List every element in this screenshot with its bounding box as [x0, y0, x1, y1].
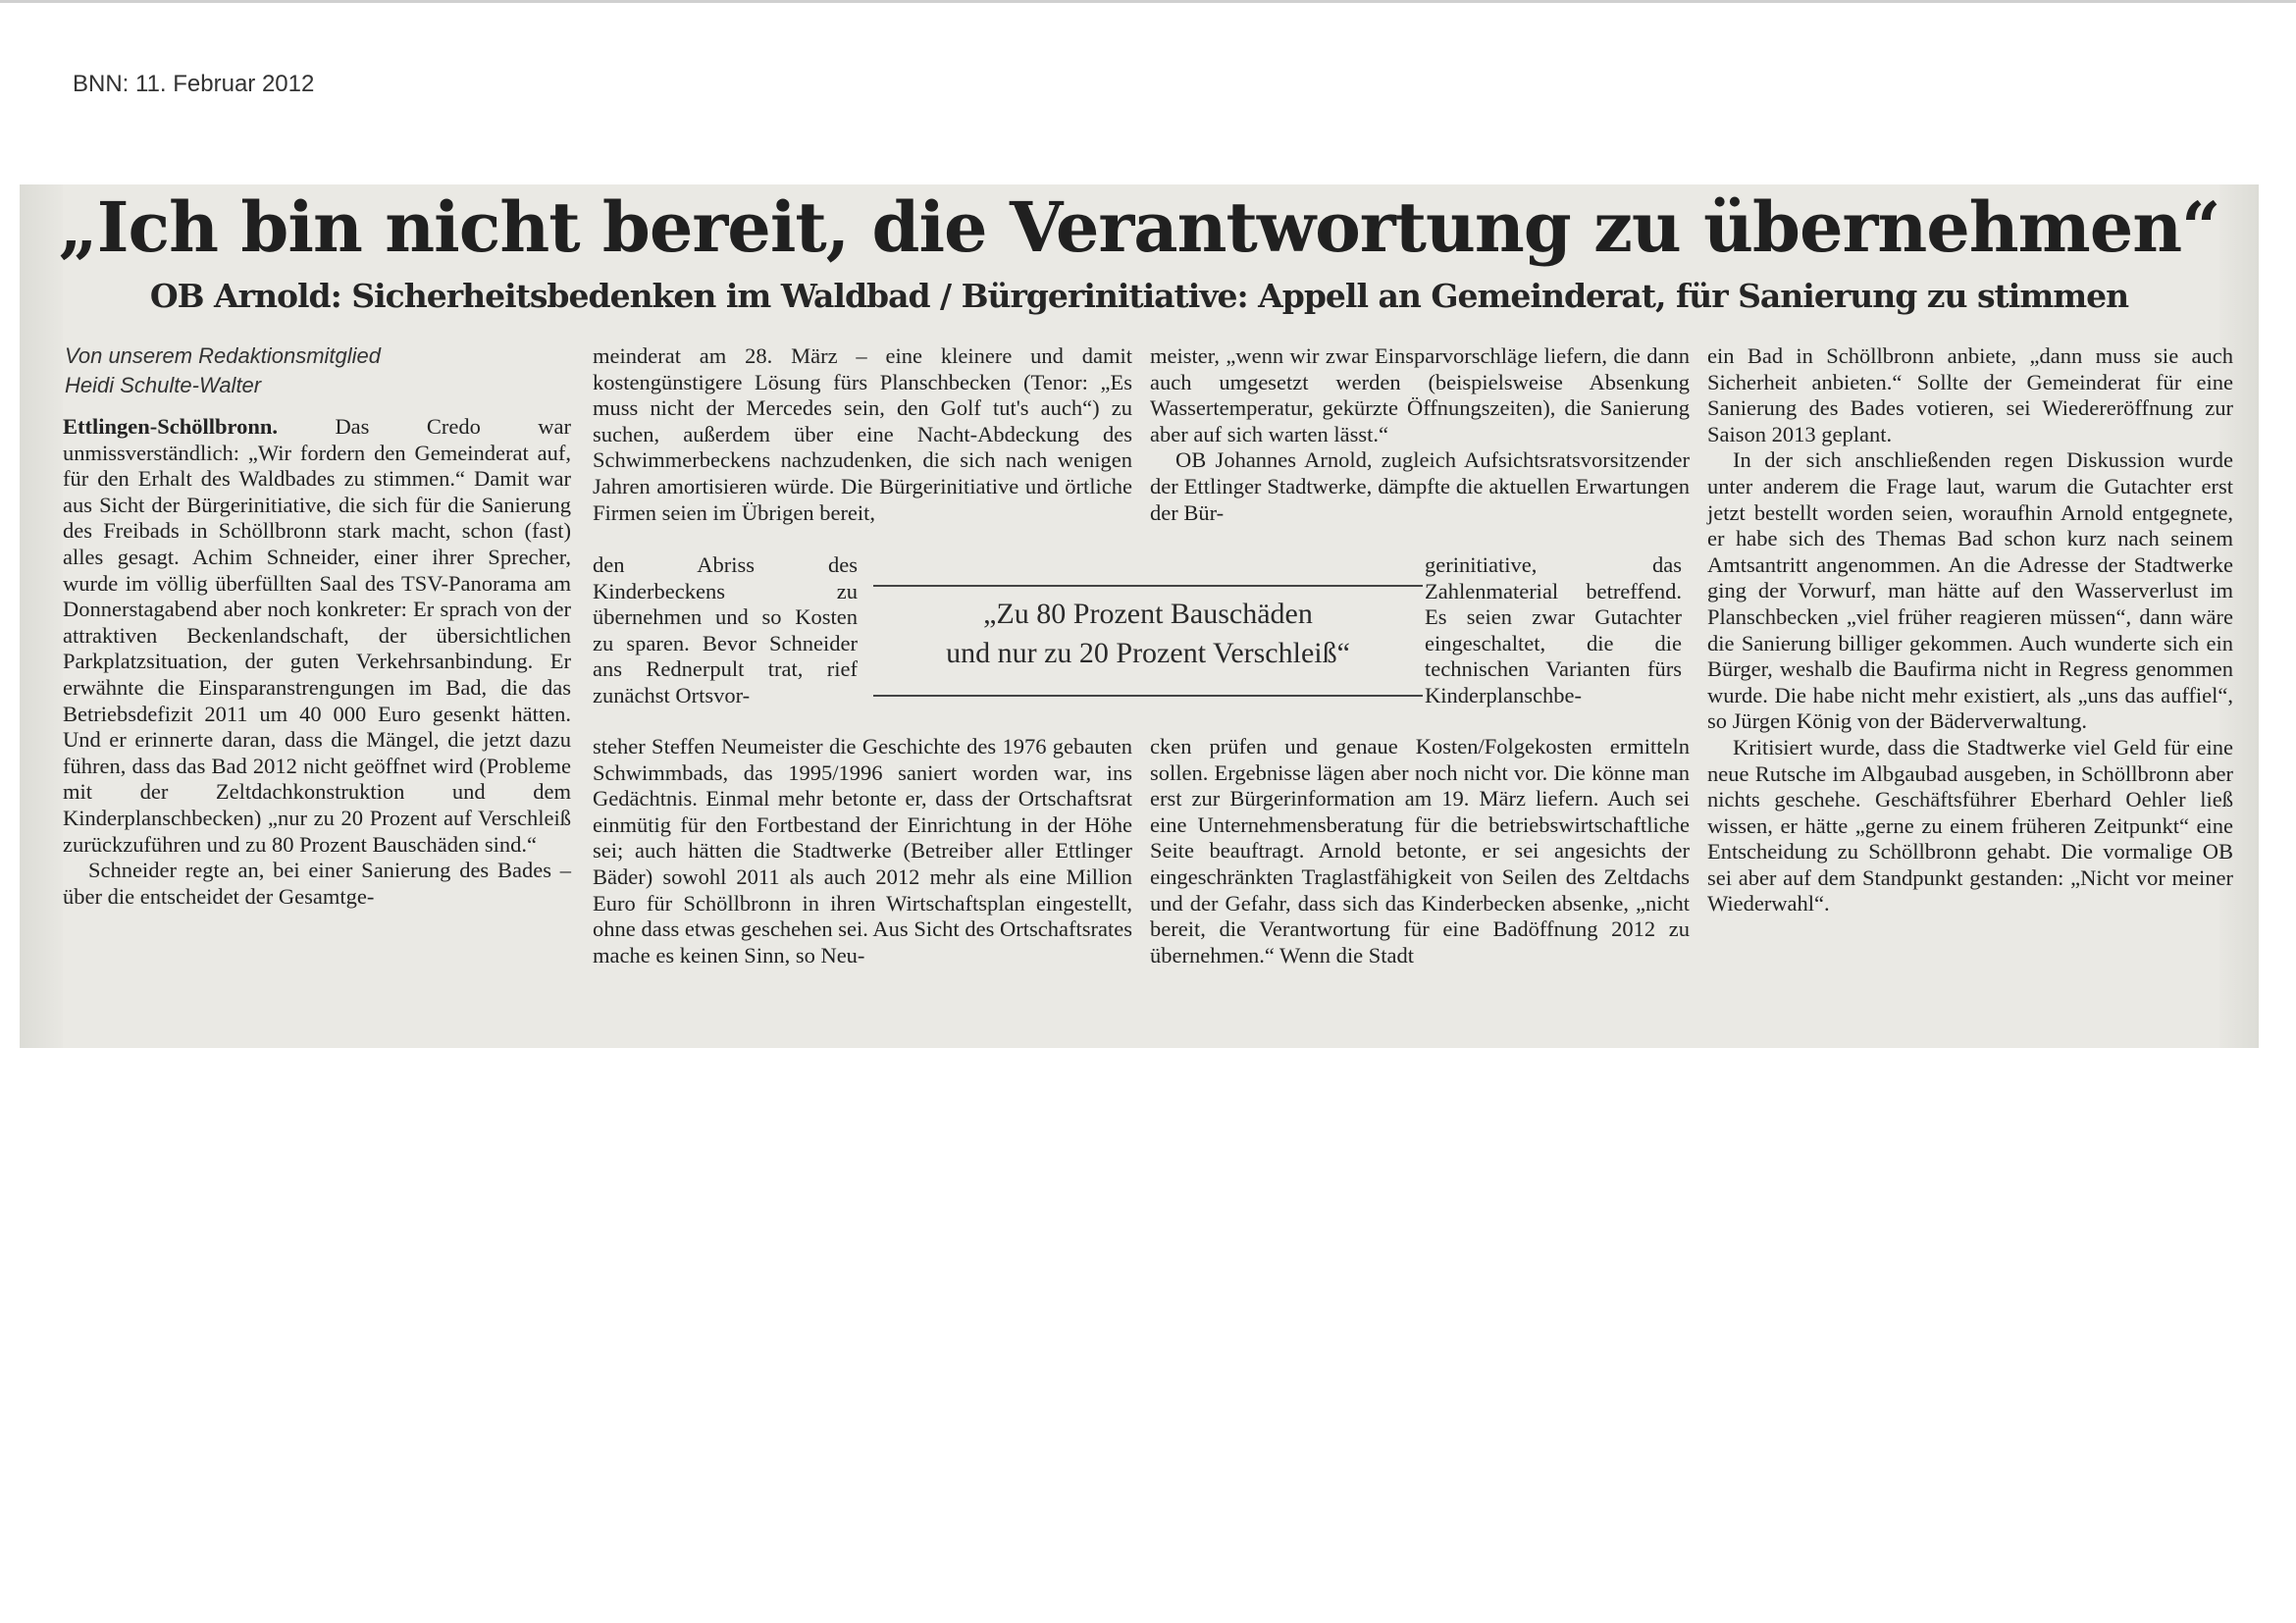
paragraph-text: Das Credo war unmissverständlich: „Wir fordern den Gemeinderat auf, für den Erhalt des Waldbades zu stimmen.“ Damit war aus Sicht der Bürgerinitiative, die sich für die Sanierung des Freibads in Schöllbronn stark macht, schon (fast) alles gesagt. Achim Schneider, einer ihrer Sprecher, wurde im völlig überfüllten Saal des TSV-Panorama am Donnerstagabend aber noch konkreter: Er sprach von der attraktiven Beckenlandschaft, der übersichtlichen Parkplatzsituation, der guten Verkehrsanbindung. Er erwähnte die Einsparanstrengungen im Bad, die das Betriebsdefizit 2011 um 40 000 Euro gesenkt hätten. Und er erinnerte daran, dass die Mängel, die jetzt dazu führen, dass das Bad 2012 nicht geöffnet wird (Probleme mit der Zeltdachkonstruktion und dem Kinderplanschbecken) „nur zu 20 Prozent auf Verschleiß zurückzuführen und zu 80 Prozent Bauschäden sind.“	[63, 414, 571, 857]
article-column-2	[593, 343, 1132, 526]
pull-quote	[873, 585, 1423, 697]
newspaper-clipping	[20, 184, 2259, 1048]
pull-quote-line: und nur zu 20 Prozent Verschleiß“	[946, 637, 1350, 669]
pull-quote-text	[873, 595, 1423, 673]
paragraph: meister, „wenn wir zwar Einsparvorschläge liefern, die dann auch umgesetzt werden (beispielsweise Absenkung Wassertemperatur, gekürzte Öffnungszeiten), die Sanierung aber auf sich warten lässt.“	[1150, 343, 1690, 446]
paragraph: In der sich anschließenden regen Diskussion wurde unter anderem die Frage laut, warum die Gutachter erst jetzt bestellt worden seien, woraufhin Arnold entgegnete, er habe sich des Themas Bad schon kurz nach seinem Amtsantritt angenommen. An die Adresse der Stadtwerke ging der Vorwurf, man hätte auf den Wasserverlust im Planschbecken „viel früher reagieren müssen“, dann wäre die Sanierung billiger gekommen. Auch wunderte sich ein Bürger, weshalb die Baufirma nicht in Regress genommen wurde. Die habe nicht mehr existiert, als „uns das auffiel“, so Jürgen König von der Bäderverwaltung.	[1707, 447, 2233, 734]
article-column-3-continued	[1150, 734, 1690, 969]
dateline: Ettlingen-Schöllbronn.	[63, 414, 279, 439]
article-column-4	[1707, 343, 2233, 917]
paragraph: den Abriss des Kinderbeckens zu übernehmen und so Kosten zu sparen. Bevor Schneider ans Rednerpult trat, rief zunächst Ortsvor-	[593, 552, 858, 707]
paragraph: meinderat am 28. März – eine kleinere und damit kostengünstigere Lösung fürs Planschbecken (Tenor: „Es muss nicht der Mercedes sein, den Golf tut's auch“) zu suchen, außerdem über eine Nacht-Abdeckung des Schwimmerbeckens nachzudenken, die sich nach wenigen Jahren amortisieren würde. Die Bürgerinitiative und örtliche Firmen seien im Übrigen bereit,	[593, 343, 1132, 525]
article-subheadline: OB Arnold: Sicherheitsbedenken im Waldbad / Bürgerinitiative: Appell an Gemeinderat, für Sanierung zu stimmen	[149, 277, 2129, 315]
paragraph: steher Steffen Neumeister die Geschichte des 1976 gebauten Schwimmbads, das 1995/1996 saniert worden war, ins Gedächtnis. Einmal mehr betonte er, dass der Ortschaftsrat einmütig für den Fortbestand der Einrichtung in der Höhe sei; auch hätten die Stadtwerke (Betreiber aller Ettlinger Bäder) sowohl 2011 als auch 2012 mehr als eine Million Euro für Schöllbronn in ihren Wirtschaftsplan eingestellt, ohne dass etwas geschehen sei. Aus Sicht des Ortschaftsrates mache es keinen Sinn, so Neu-	[593, 734, 1132, 968]
article-column-3	[1150, 343, 1690, 526]
byline	[65, 341, 381, 400]
paragraph: ein Bad in Schöllbronn anbiete, „dann muss sie auch Sicherheit anbieten.“ Sollte der Gemeinderat für eine Sanierung des Bades votieren, sei Wiedereröffnung zur Saison 2013 geplant.	[1707, 343, 2233, 446]
article-column-2-continued	[593, 734, 1132, 969]
article-column-3-narrow	[1425, 552, 1682, 709]
paragraph: OB Johannes Arnold, zugleich Aufsichtsratsvorsitzender der Ettlinger Stadtwerke, dämpfte die aktuellen Erwartungen der Bür-	[1150, 447, 1690, 525]
paragraph: gerinitiative, das Zahlenmaterial betreffend. Es seien zwar Gutachter eingeschaltet, die die technischen Varianten fürs Kinderplanschbe-	[1425, 552, 1682, 707]
pull-quote-line: „Zu 80 Prozent Bauschäden	[983, 598, 1313, 630]
scan-source-date: BNN: 11. Februar 2012	[73, 71, 315, 97]
byline-author: Heidi Schulte-Walter	[65, 373, 262, 397]
article-headline: „Ich bin nicht bereit, die Verantwortung zu übernehmen“	[58, 186, 2220, 268]
paragraph: Schneider regte an, bei einer Sanierung des Bades – über die entscheidet der Gesamtge-	[63, 858, 571, 909]
byline-role: Von unserem Redaktionsmitglied	[65, 343, 382, 368]
scan-top-edge	[0, 0, 2296, 3]
paragraph: Kritisiert wurde, dass die Stadtwerke viel Geld für eine neue Rutsche im Albgaubad ausgeben, in Schöllbronn aber nichts geschehe. Geschäftsführer Eberhard Oehler ließ wissen, er hätte „gerne zu einem früheren Zeitpunkt“ eine Entscheidung zu Schöllbronn gehabt. Die vormalige OB sei aber auf dem Standpunkt gestanden: „Nicht vor meiner Wiederwahl“.	[1707, 734, 2233, 916]
article-column-1	[63, 414, 571, 910]
paragraph	[63, 414, 571, 858]
article-column-2-narrow	[593, 552, 858, 709]
paragraph: cken prüfen und genaue Kosten/Folgekosten ermitteln sollen. Ergebnisse lägen aber noch nicht vor. Die könne man erst zur Bürgerinformation am 19. März liefern. Auch sei eine Unternehmensberatung für die betriebswirtschaftliche Seite beauftragt. Arnold betonte, er sei angesichts der eingeschränkten Traglastfähigkeit von Seilen des Zeltdachs und der Gefahr, dass sich das Kinderbecken absenke, „nicht bereit, die Verantwortung für eine Badöffnung 2012 zu übernehmen.“ Wenn die Stadt	[1150, 734, 1690, 968]
